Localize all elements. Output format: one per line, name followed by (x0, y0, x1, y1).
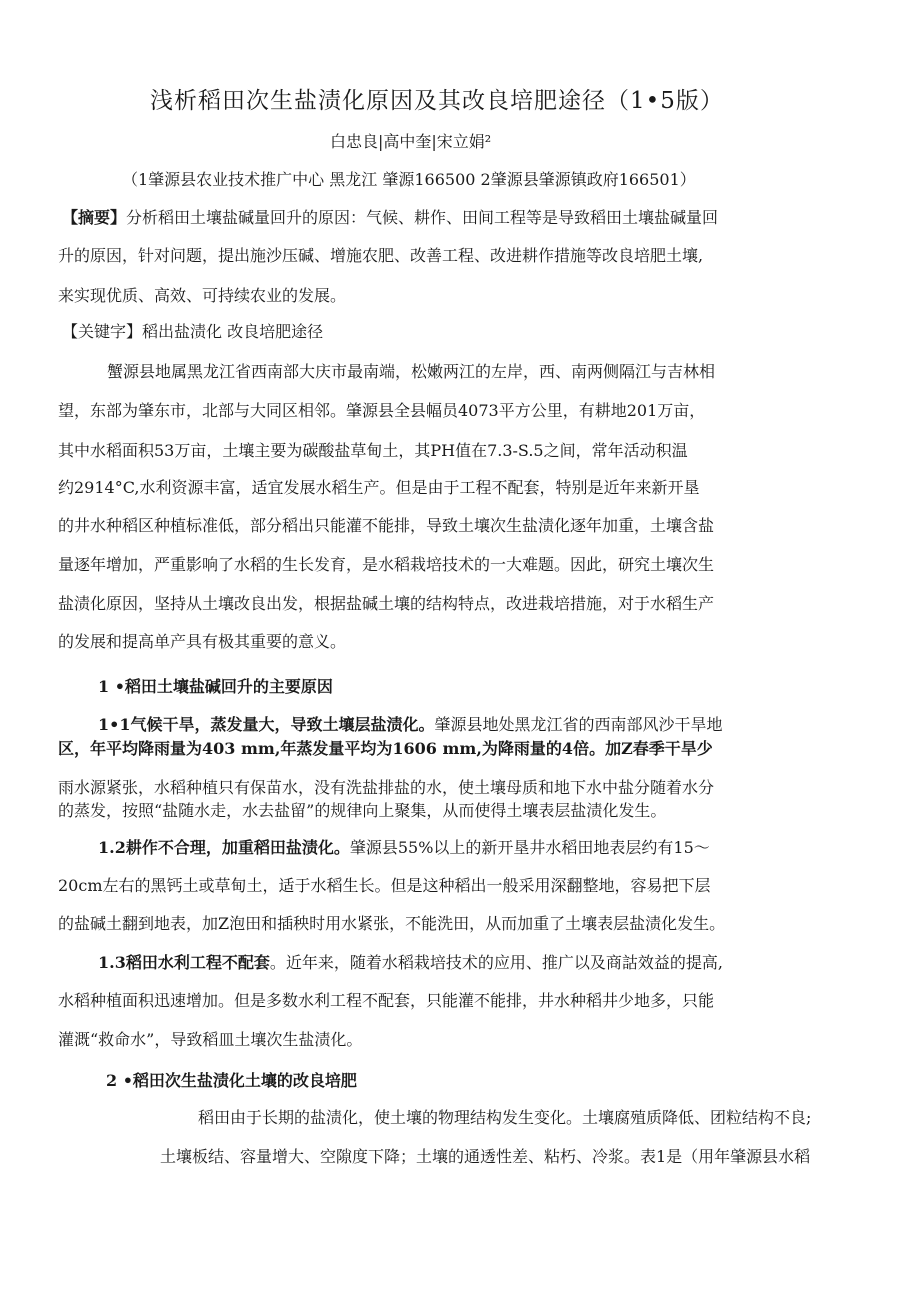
s1p3-rest: 。近年来，随着水稻栽培技术的应用、推广以及商詁效益的提高, (269, 953, 723, 972)
intro-line-4: 约2914°C,水利资源丰富，适宜发展水稻生产。但是由于工程不配套，特别是近年来新开垦 (58, 478, 700, 497)
s1p1-rest: 肇源县地处黑龙江省的西南部风沙干旱地 (434, 715, 723, 734)
s2-line-2: 土壤板结、容量增大、空隙度下降；土壤的通透性差、粘朽、冷浆。表1是（用年肇源县水稻 (160, 1147, 811, 1166)
s1p2-line-1 (98, 838, 710, 858)
section1-heading: 1 •稻田土壤盐碱回升的主要原因 (98, 677, 333, 696)
intro-line-8: 的发展和提高单产具有极其重要的意义。 (58, 632, 347, 651)
authors: 白忠良|高中奎|宋立娟² (330, 132, 492, 151)
s1p2-lead: 1.2耕作不合理，加重稻田盐渍化。 (98, 838, 350, 857)
affiliation: （1肇源县农业技术推广中心 黑龙江 肇源166500 2肇源县肇源镇政府166501） (122, 170, 696, 189)
s1p3-lead: 1.3稻田水利工程不配套 (98, 953, 270, 972)
s1p1-line-1 (98, 715, 723, 735)
abstract-label: 【摘要】 (62, 208, 127, 227)
s1p1-lead: 1•1气候干旱，蒸发量大，导致土壤层盐渍化。 (98, 715, 435, 734)
s1p1-line-2: 区，年平均降雨量为403 mm,年蒸发量平均为1606 mm,为降雨量的4倍。加Z春季干旱少 (58, 739, 713, 758)
abstract-line-3: 来实现优质、高效、可持续农业的发展。 (58, 286, 347, 305)
intro-line-3: 其中水稻面积53万亩，土壤主要为碳酸盐草甸土，其PH值在7.3-S.5之间，常年活动积温 (58, 441, 688, 460)
s1p3-line-3: 灌溉“救命水”，导致稻皿土壤次生盐渍化。 (58, 1030, 363, 1049)
abstract-text: 分析稻田土壤盐碱量回升的原因：气候、耕作、田间工程等是导致稻田土壤盐碱量回 (126, 208, 719, 227)
intro-line-6: 量逐年增加，严重影响了水稻的生长发育，是水稻栽培技术的一大难题。因此，研究土壤次生 (58, 555, 715, 574)
intro-line-2: 望，东部为肇东市，北部与大同区相邻。肇源县全县幅员4073平方公里，有耕地201万亩， (58, 401, 706, 420)
intro-line-1: 蟹源县地属黑龙江省西南部大庆市最南端，松嫩两江的左岸，西、南两侧隔江与吉林相 (107, 362, 716, 381)
s1p3-line-1 (98, 953, 723, 973)
abstract-line-1 (62, 208, 718, 228)
s1p2-rest: 肇源县55%以上的新开垦井水稻田地表层约有15〜 (349, 838, 710, 857)
abstract-line-2: 升的原因，针对问题，提出施沙压碱、增施农肥、改善工程、改进耕作措施等改良培肥土壤, (58, 246, 704, 265)
s1p2-line-2: 20cm左右的黑钙土或草甸土，适于水稻生长。但是这种稻出一般采用深翻整地，容易把下层 (58, 876, 711, 895)
page-title: 浅析稻田次生盐渍化原因及其改良培肥途径（1•5版） (150, 88, 724, 114)
section2-heading: 2 •稻田次生盐渍化土壤的改良培肥 (106, 1071, 357, 1090)
keywords-line (62, 322, 323, 342)
keywords-text: 稻出盐渍化 改良培肥途径 (142, 322, 324, 341)
intro-line-7: 盐渍化原因，坚持从土壤改良出发，根据盐碱土壤的结构特点，改进栽培措施，对于水稻生产 (58, 594, 715, 613)
s2-line-1: 稻田由于长期的盐渍化，使土壤的物理结构发生变化。土壤腐殖质降低、团粒结构不良; (198, 1108, 812, 1127)
s1p1-line-4: 的蒸发，按照“盐随水走，水去盐留”的规律向上聚集，从而使得土壤表层盐渍化发生。 (58, 801, 667, 820)
s1p3-line-2: 水稻种植面积迅速增加。但是多数水利工程不配套，只能灌不能排，井水种稻井少地多，只能 (58, 991, 715, 1010)
s1p1-line-3: 雨水源紧张，水稻种植只有保苗水，没有洗盐排盐的水，使土壤母质和地下水中盐分随着水分 (58, 778, 715, 797)
s1p2-line-3: 的盐碱土翻到地表，加Z泡田和插秧时用水紧张，不能洗田，从而加重了土壤表层盐渍化发生。 (58, 914, 726, 933)
intro-line-5: 的井水种稻区种植标准低，部分稻出只能灌不能排，导致土壤次生盐渍化逐年加重，土壤含盐 (58, 516, 715, 535)
keywords-label: 【关键字】 (62, 322, 143, 341)
